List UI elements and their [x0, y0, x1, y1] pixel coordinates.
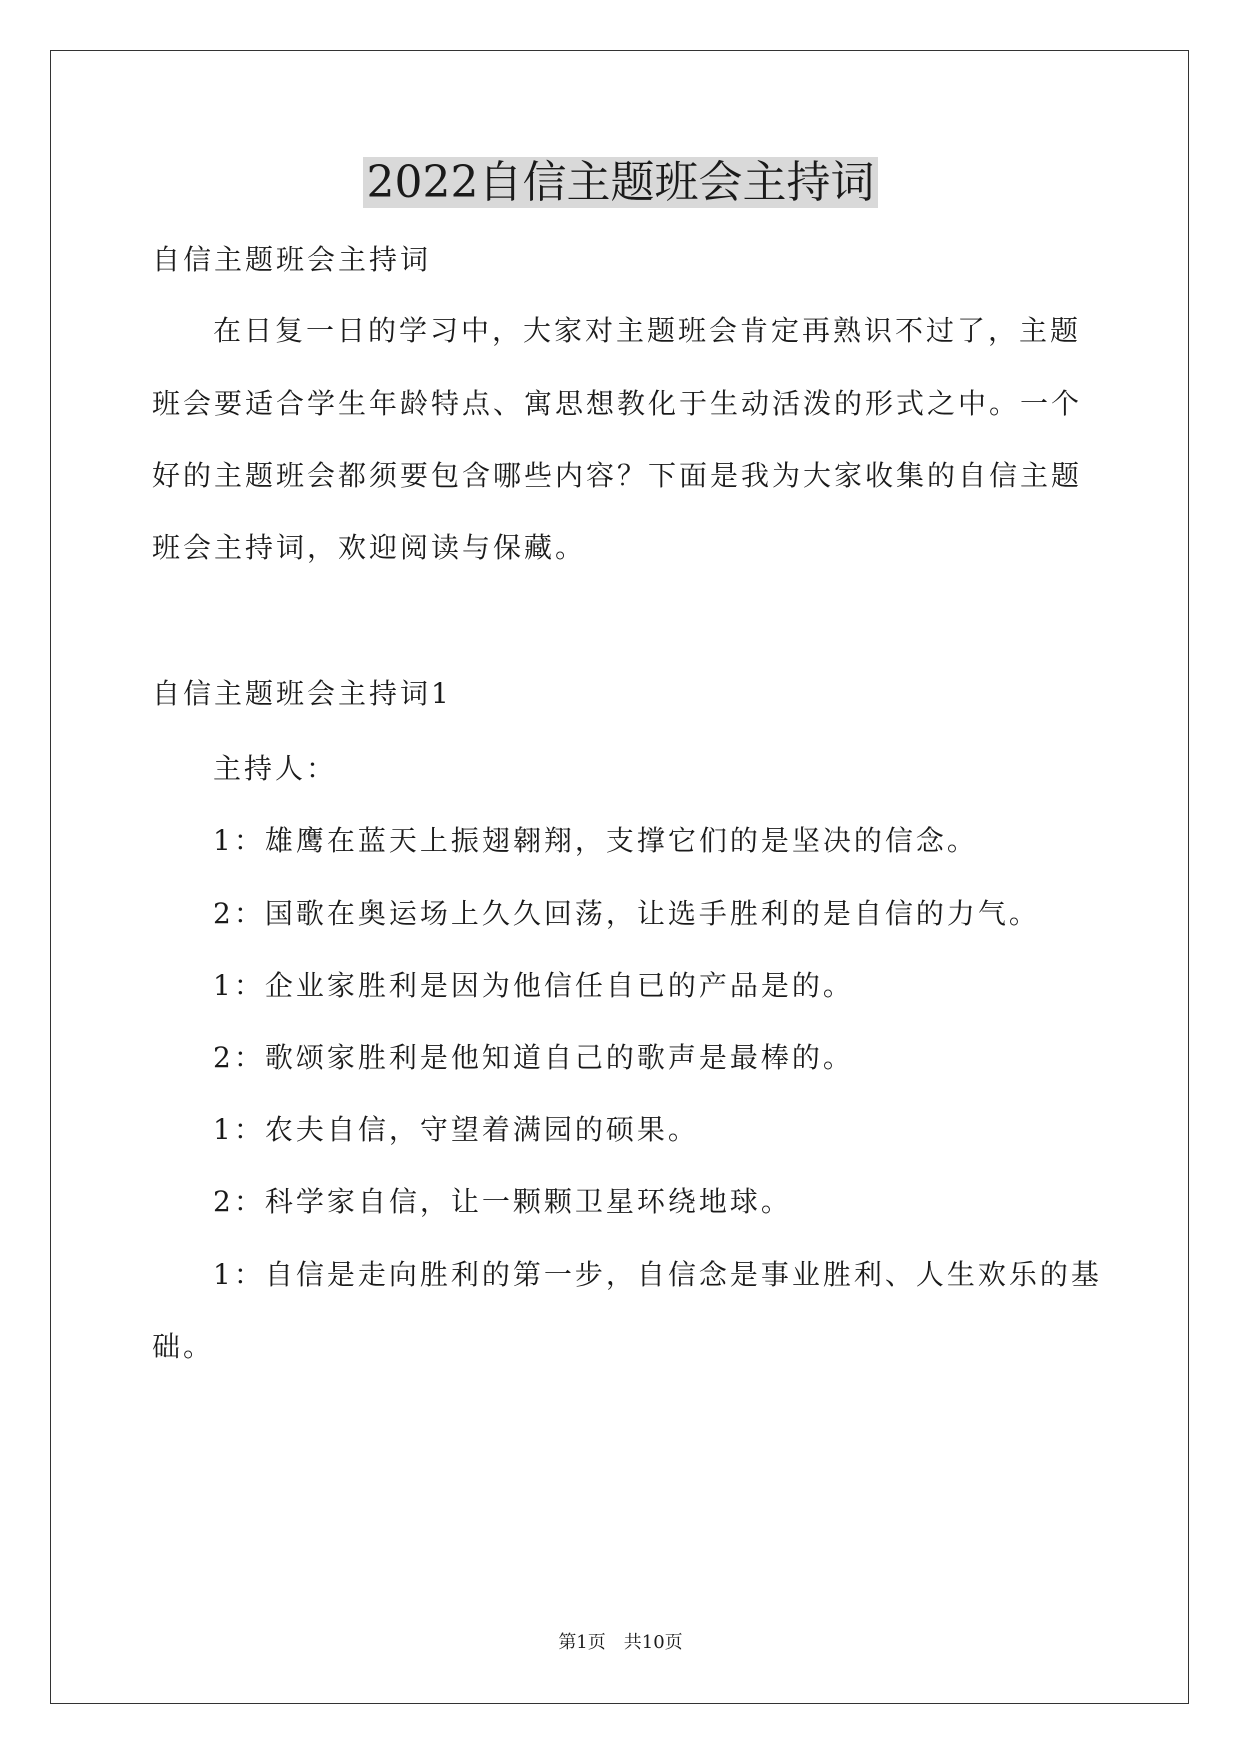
page-footer: 第1页 共10页: [558, 1632, 683, 1653]
page-border: [50, 50, 1189, 1704]
dialogue-line: 2：国歌在奥运场上久久回荡，让选手胜利的是自信的力气。: [213, 897, 1040, 930]
dialogue-line: 1：企业家胜利是因为他信任自已的产品是的。: [213, 969, 854, 1002]
document-title: 2022自信主题班会主持词: [0, 154, 1241, 212]
dialogue-line: 础。: [152, 1330, 215, 1363]
section-heading: 自信主题班会主持词1: [152, 677, 452, 710]
dialogue-line: 1：雄鹰在蓝天上振翅翱翔，支撑它们的是坚决的信念。: [213, 824, 978, 857]
intro-line-3: 好的主题班会都须要包含哪些内容？下面是我为大家收集的自信主题: [152, 459, 1083, 492]
intro-line-4: 班会主持词，欢迎阅读与保藏。: [152, 531, 587, 564]
dialogue-line: 2：歌颂家胜利是他知道自己的歌声是最棒的。: [213, 1041, 854, 1074]
dialogue-line: 1：农夫自信，守望着满园的硕果。: [213, 1113, 699, 1146]
dialogue-line: 1：自信是走向胜利的第一步，自信念是事业胜利、人生欢乐的基: [213, 1258, 1102, 1291]
intro-line-1: 在日复一日的学习中，大家对主题班会肯定再熟识不过了，主题: [213, 314, 1082, 347]
host-label: 主持人：: [213, 752, 338, 785]
intro-line-2: 班会要适合学生年龄特点、寓思想教化于生动活泼的形式之中。一个: [152, 387, 1083, 420]
subtitle: 自信主题班会主持词: [152, 243, 432, 276]
dialogue-line: 2：科学家自信，让一颗颗卫星环绕地球。: [213, 1185, 792, 1218]
